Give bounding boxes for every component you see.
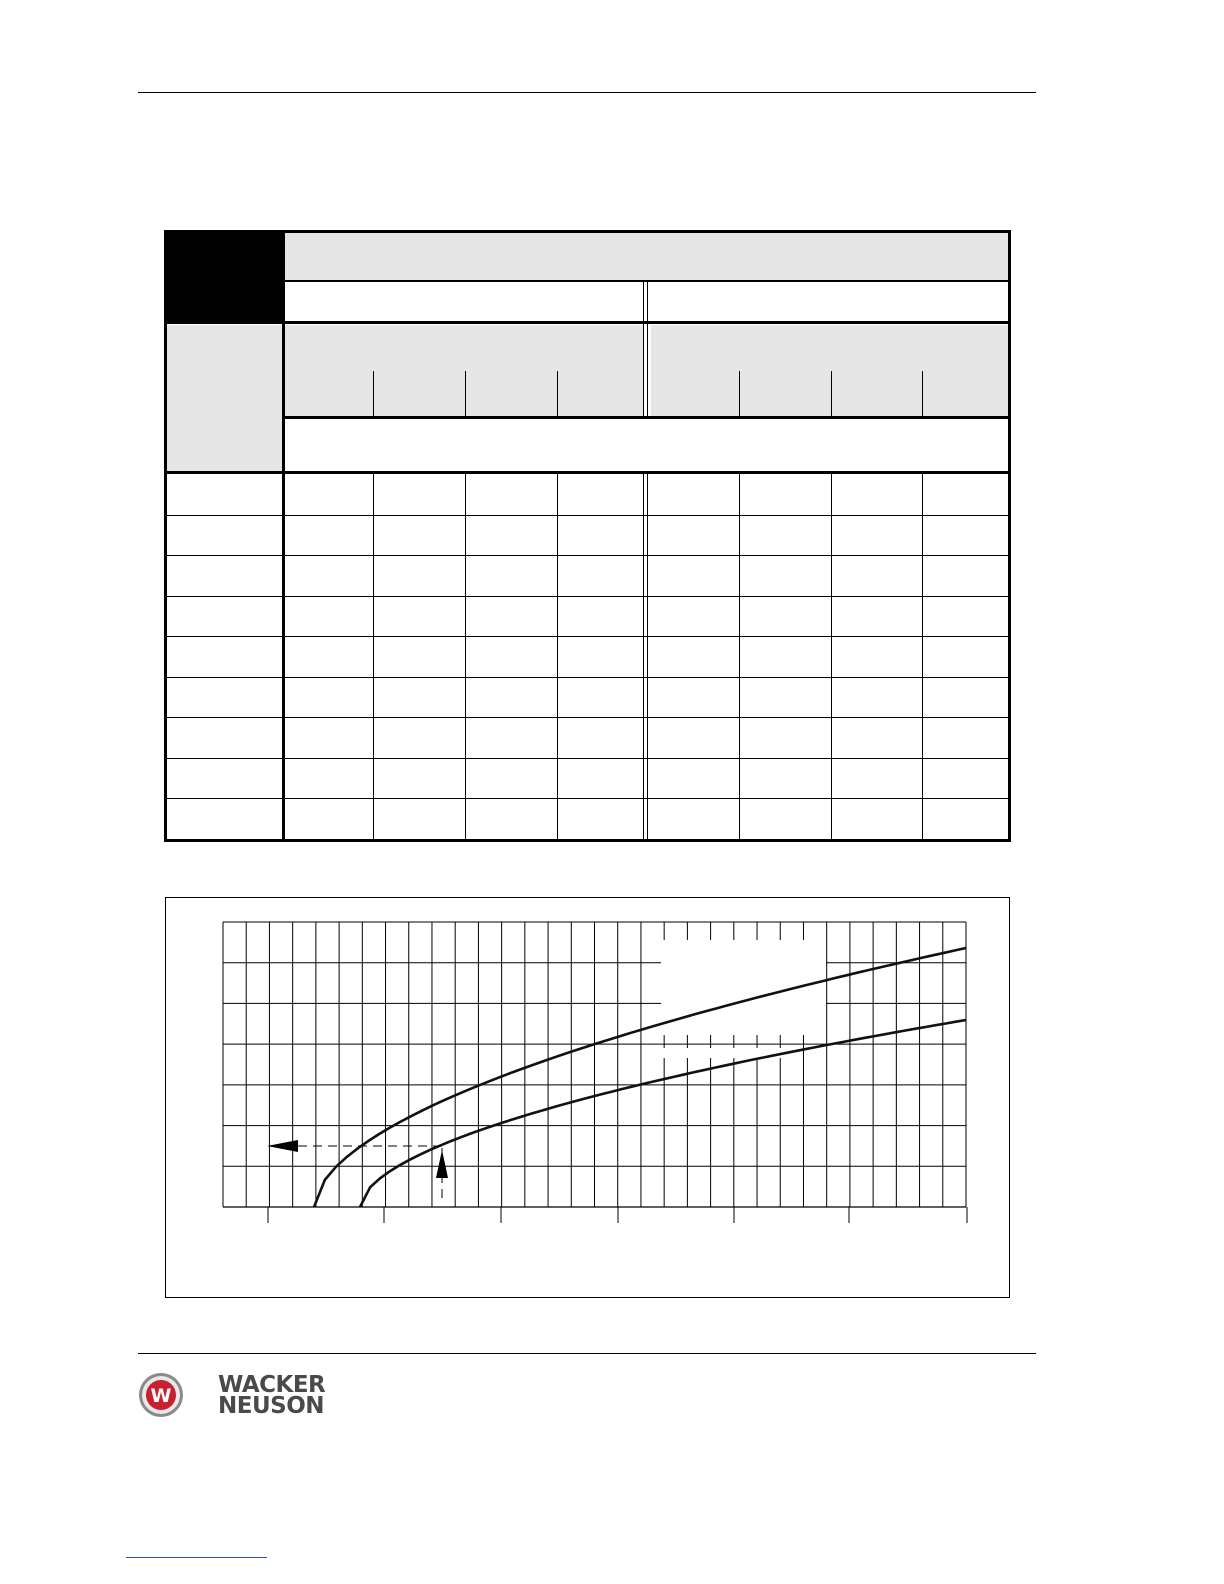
brand-logo <box>138 1372 338 1420</box>
hline-row <box>167 636 1008 637</box>
vline-column <box>831 474 832 839</box>
vline-column <box>465 474 466 839</box>
vline-group-divider <box>643 282 644 416</box>
hline-row <box>167 677 1008 678</box>
header-rule <box>138 92 1036 93</box>
readoff-arrow-left <box>267 1140 298 1152</box>
footer-rule <box>138 1353 1036 1354</box>
hline-row <box>167 717 1008 718</box>
footer-link-underline[interactable] <box>126 1557 267 1558</box>
vline-subheader <box>373 371 374 416</box>
corner-block <box>167 233 282 322</box>
vline-label <box>282 233 285 839</box>
graph-canvas <box>166 898 1011 1299</box>
vline-subheader <box>831 371 832 416</box>
hline-row <box>167 798 1008 799</box>
vline-column <box>557 474 558 839</box>
vline-column <box>922 474 923 839</box>
row-label-header <box>167 325 282 472</box>
vline-subheader <box>739 371 740 416</box>
readoff-arrow-up <box>436 1150 448 1178</box>
vline-subheader <box>922 371 923 416</box>
brand-name-line-1: WACKER <box>218 1372 326 1398</box>
hline-body-top <box>167 471 1008 474</box>
hline-group-top <box>167 321 1008 324</box>
group-1-header <box>285 325 643 417</box>
brand-name-line-2: NEUSON <box>218 1393 325 1419</box>
hline-subheader <box>285 416 1008 419</box>
vline-group-divider <box>647 282 648 416</box>
curve-upper <box>314 948 966 1207</box>
vline-group-divider <box>647 474 648 839</box>
logo-mark-letter: W <box>150 1385 172 1407</box>
specification-table <box>164 230 1011 842</box>
hline-row <box>167 515 1008 516</box>
hline-row <box>167 596 1008 597</box>
vline-group-divider <box>643 474 644 839</box>
vline-subheader <box>557 371 558 416</box>
performance-graph <box>165 897 1010 1298</box>
logo-mark-icon <box>138 1372 184 1418</box>
vline-column <box>739 474 740 839</box>
hline-row <box>167 555 1008 556</box>
vline-column <box>373 474 374 839</box>
hline-row <box>167 758 1008 759</box>
group-2-header <box>651 325 1008 417</box>
header-band <box>285 233 1008 280</box>
vline-subheader <box>465 371 466 416</box>
